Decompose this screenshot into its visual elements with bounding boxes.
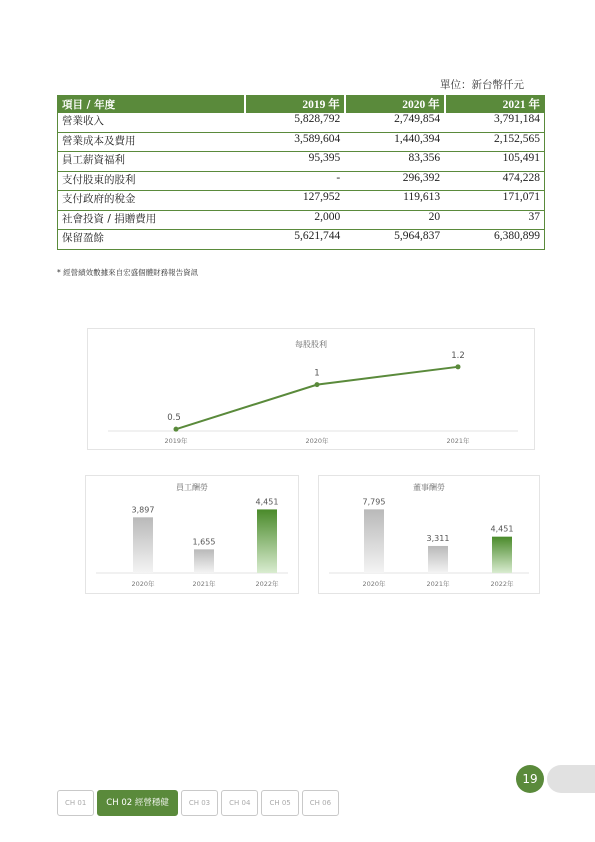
dividend-line-chart <box>88 329 534 449</box>
cell-2021: 2,152,565 <box>445 132 545 152</box>
dividend-chart-card <box>87 328 535 450</box>
cell-2020: 2,749,854 <box>345 113 445 132</box>
data-label: 4,451 <box>255 497 279 507</box>
column-header-2021: 2021 年 <box>445 95 545 113</box>
cell-2021: 105,491 <box>445 152 545 172</box>
x-tick-label: 2020年 <box>305 437 329 445</box>
x-tick-label: 2020年 <box>362 580 386 588</box>
bar <box>194 549 214 573</box>
data-label: 1,655 <box>192 537 216 547</box>
row-label: 營業收入 <box>58 113 245 132</box>
row-label: 員工薪資福利 <box>58 152 245 172</box>
table-row <box>58 171 545 191</box>
x-tick-label: 2019年 <box>164 437 188 445</box>
table-row <box>58 230 545 250</box>
column-header-2019: 2019 年 <box>245 95 345 113</box>
tab-ch01[interactable]: CH 01 <box>57 790 94 816</box>
cell-2020: 83,356 <box>345 152 445 172</box>
tab-ch06[interactable]: CH 06 <box>302 790 339 816</box>
page-number: 19 <box>516 765 544 793</box>
cell-2021: 474,228 <box>445 171 545 191</box>
table-row <box>58 152 545 172</box>
cell-2020: 20 <box>345 210 445 230</box>
cell-2020: 296,392 <box>345 171 445 191</box>
data-label: 3,897 <box>131 505 155 515</box>
data-label: 3,311 <box>426 533 450 543</box>
data-point <box>315 382 320 387</box>
bar <box>133 517 153 573</box>
row-label: 保留盈餘 <box>58 230 245 250</box>
tab-ch03[interactable]: CH 03 <box>181 790 218 816</box>
bar <box>428 546 448 573</box>
bar <box>492 537 512 573</box>
data-point <box>456 364 461 369</box>
tab-ch04[interactable]: CH 04 <box>221 790 258 816</box>
cell-2019: 95,395 <box>245 152 345 172</box>
cell-2021: 6,380,899 <box>445 230 545 250</box>
bar <box>257 509 277 573</box>
data-label: 1 <box>314 368 320 379</box>
table-header-row <box>58 95 545 113</box>
financial-table <box>57 95 545 250</box>
data-point <box>174 427 179 432</box>
cell-2021: 171,071 <box>445 191 545 211</box>
data-label: 0.5 <box>167 413 181 424</box>
chart-title: 員工酬勞 <box>176 483 208 492</box>
x-tick-label: 2020年 <box>131 580 155 588</box>
x-tick-label: 2022年 <box>490 580 514 588</box>
cell-2019: - <box>245 171 345 191</box>
footnote: * 經營績效數據來自宏盛個體財務報告資訊 <box>57 268 199 277</box>
cell-2019: 127,952 <box>245 191 345 211</box>
cell-2020: 1,440,394 <box>345 132 445 152</box>
cell-2020: 5,964,837 <box>345 230 445 250</box>
page-tab-decoration <box>547 765 595 793</box>
column-header-item: 項目 / 年度 <box>58 95 245 113</box>
employee-pay-bar-chart <box>86 476 298 593</box>
cell-2019: 3,589,604 <box>245 132 345 152</box>
bar <box>364 509 384 573</box>
table-row <box>58 113 545 132</box>
cell-2019: 5,828,792 <box>245 113 345 132</box>
cell-2021: 3,791,184 <box>445 113 545 132</box>
table-row <box>58 132 545 152</box>
cell-2019: 2,000 <box>245 210 345 230</box>
x-tick-label: 2021年 <box>192 580 216 588</box>
chart-title: 每股股利 <box>295 340 327 349</box>
director-pay-bar-chart <box>319 476 539 593</box>
data-label: 1.2 <box>451 350 465 361</box>
employee-pay-chart-card <box>85 475 299 594</box>
x-tick-label: 2022年 <box>255 580 279 588</box>
data-label: 4,451 <box>490 524 514 534</box>
chart-title: 董事酬勞 <box>413 483 445 492</box>
chapter-nav <box>57 790 339 816</box>
row-label: 支付股東的股利 <box>58 171 245 191</box>
row-label: 社會投資 / 捐贈費用 <box>58 210 245 230</box>
unit-label: 單位：新台幣仟元 <box>440 79 524 91</box>
tab-ch02[interactable]: CH 02 經營穩健 <box>97 790 178 816</box>
data-label: 7,795 <box>362 497 386 507</box>
cell-2021: 37 <box>445 210 545 230</box>
row-label: 營業成本及費用 <box>58 132 245 152</box>
row-label: 支付政府的稅金 <box>58 191 245 211</box>
table-row <box>58 210 545 230</box>
cell-2020: 119,613 <box>345 191 445 211</box>
cell-2019: 5,621,744 <box>245 230 345 250</box>
x-tick-label: 2021年 <box>426 580 450 588</box>
table-row <box>58 191 545 211</box>
x-tick-label: 2021年 <box>446 437 470 445</box>
column-header-2020: 2020 年 <box>345 95 445 113</box>
director-pay-chart-card <box>318 475 540 594</box>
tab-ch05[interactable]: CH 05 <box>261 790 298 816</box>
